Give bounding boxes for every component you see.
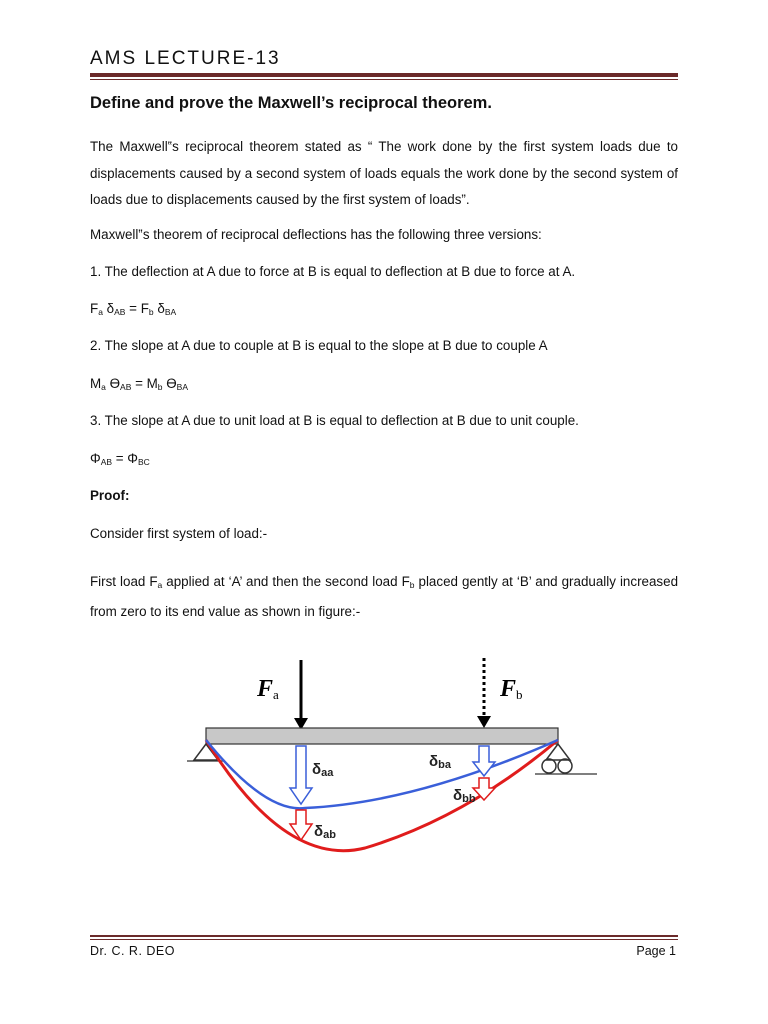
beam-figure	[175, 648, 605, 858]
header-rule-thin	[90, 79, 678, 80]
footer-page-number: Page 1	[636, 944, 676, 958]
delta-aa-label: δaa	[312, 761, 334, 779]
force-b-label: Fb	[500, 676, 523, 702]
delta-bb-arrow	[473, 778, 495, 800]
version-2: 2. The slope at A due to couple at B is equal to the slope at B due to couple A	[90, 338, 548, 353]
equation-2: $M_a$ $ϴ_{AB} = M_b$ $ϴ_{BA}$	[90, 376, 189, 392]
load-paragraph: First load $F_a$ applied at ‘A’ and then the second load $F_b$ placed gently at ‘B’ and gradually increased from zero to its end value as shown in figure:-	[90, 574, 679, 619]
consider-text: Consider first system of load:-	[90, 526, 268, 541]
deflection-curve-first	[206, 740, 558, 808]
intro-paragraph: The Maxwell‟s reciprocal theorem stated as “ The work done by the first system loads due to displacements caused by a second system of loads equals the work done by the second system of loads due to displacements caused by the first system of loads”.	[90, 139, 678, 207]
proof-label: Proof:	[90, 488, 130, 503]
roller-wheel-left	[542, 759, 556, 773]
header-rule	[90, 73, 678, 77]
force-b-arrowhead	[477, 716, 491, 728]
versions-intro: Maxwell‟s theorem of reciprocal deflections has the following three versions:	[90, 227, 542, 242]
equation-1: $F_a$ $\delta_{AB} = F_b$ $\delta_{BA}$	[90, 301, 177, 317]
footer-rule	[90, 935, 678, 937]
delta-ba-label: δba	[429, 753, 451, 771]
delta-ab-label: δab	[314, 823, 336, 841]
beam	[206, 728, 558, 744]
version-3: 3. The slope at A due to unit load at B is equal to deflection at B due to unit couple.	[90, 413, 579, 428]
deflection-curve-total	[206, 740, 558, 851]
roller-wheel-right	[558, 759, 572, 773]
version-1: 1. The deflection at A due to force at B is equal to deflection at B due to force at A.	[90, 264, 576, 279]
section-heading: Define and prove the Maxwell’s reciprocal theorem.	[90, 94, 492, 112]
delta-aa-arrow	[290, 746, 312, 804]
footer-author: Dr. C. R. DEO	[90, 944, 175, 958]
equation-3: $\Phi_{AB} = \Phi_{BC}$	[90, 451, 150, 467]
footer-rule-thin	[90, 939, 678, 940]
force-a-label: Fa	[257, 676, 279, 702]
delta-bb-label: δbb	[453, 787, 476, 805]
lecture-title: AMS LECTURE-13	[90, 48, 281, 69]
